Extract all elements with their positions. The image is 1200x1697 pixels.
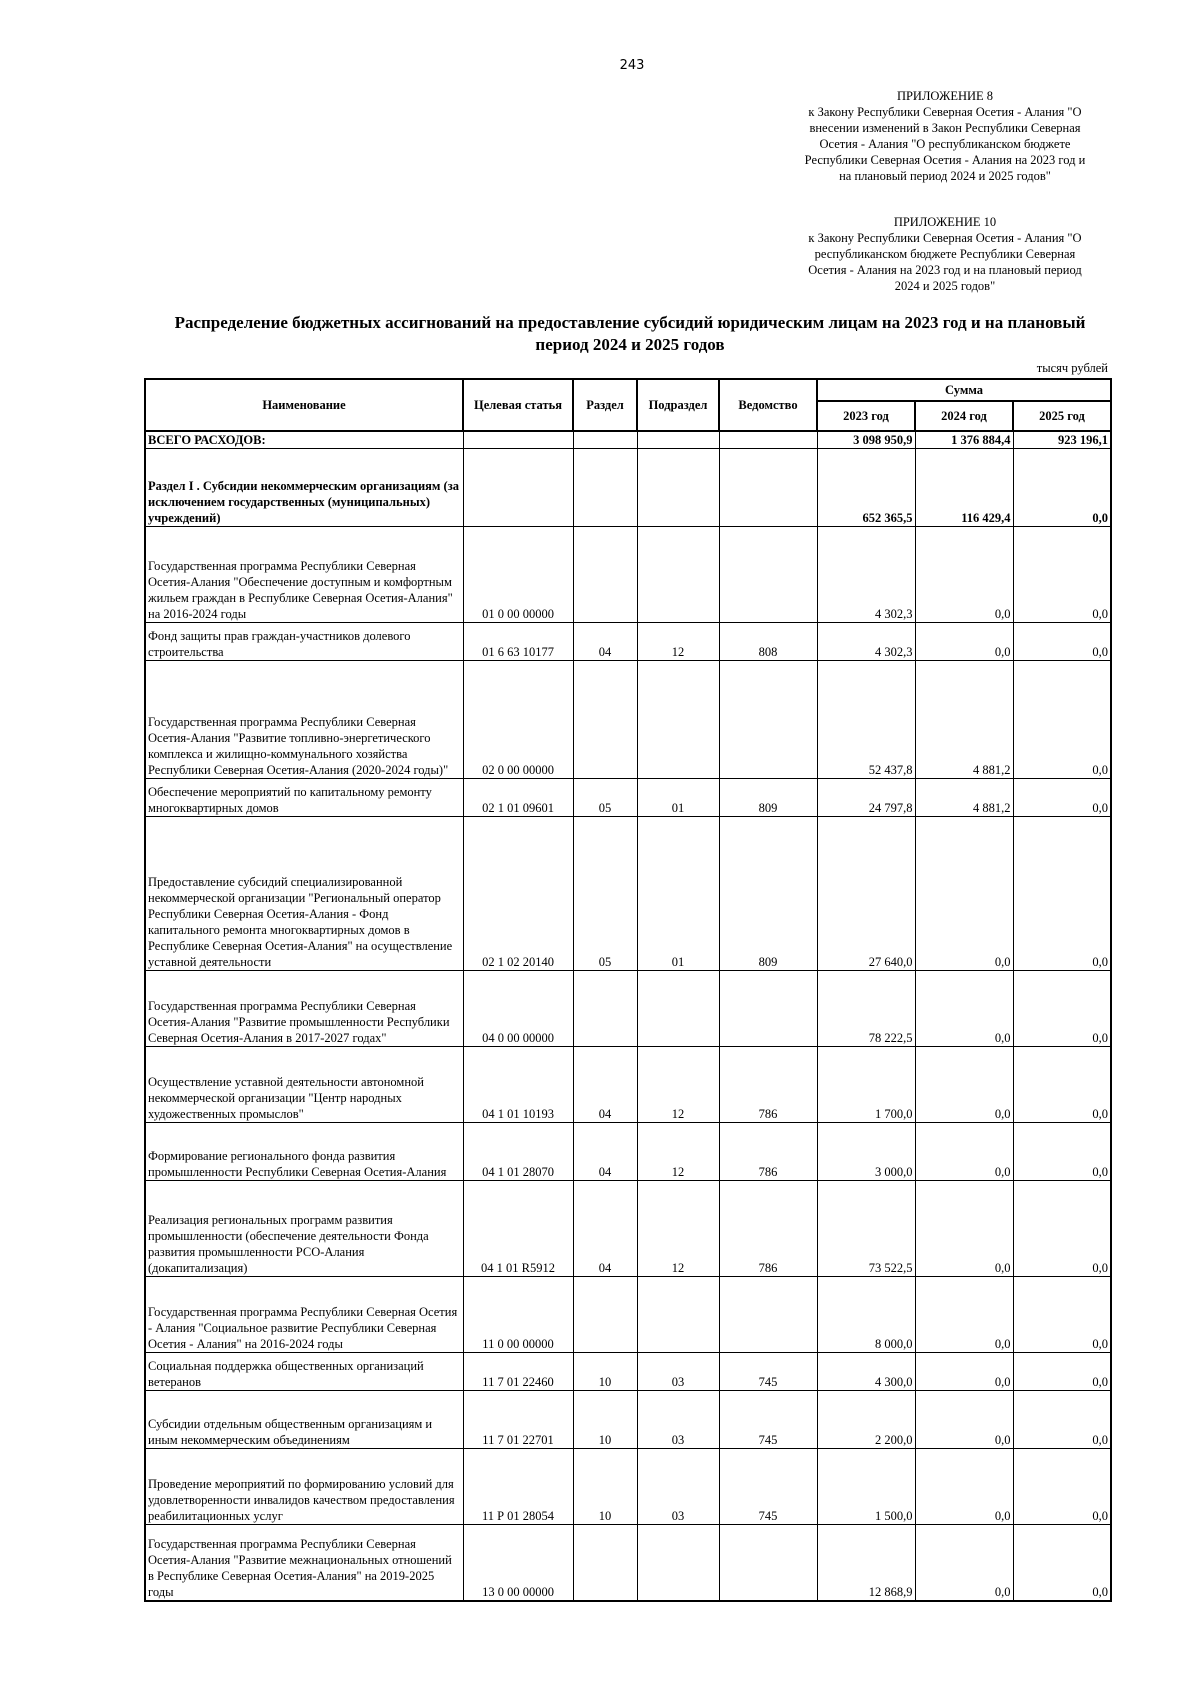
row-2023-cell: 12 868,9 xyxy=(817,1525,915,1601)
row-name-cell: Реализация региональных программ развития промышленности (обеспечение деятельности Фонда развития промышленности РСО-Алания (докапитализация) xyxy=(145,1181,463,1277)
row-subsection-cell xyxy=(637,1525,719,1601)
row-target-cell: 02 1 02 20140 xyxy=(463,817,573,971)
row-subsection-cell: 03 xyxy=(637,1353,719,1391)
header-sum: Сумма xyxy=(817,379,1111,401)
row-section-cell xyxy=(573,527,637,623)
row-section-cell: 04 xyxy=(573,1047,637,1123)
row-2023-cell: 1 500,0 xyxy=(817,1449,915,1525)
row-target-cell: 11 7 01 22701 xyxy=(463,1391,573,1449)
appendix-8-text: к Закону Республики Северная Осетия - Алания "О внесении изменений в Закон Республики Северная Осетия - Алания "О республиканском бюджете Республики Северная Осетия - Алания на 2023 год и на плановый период 2024 и 2025 годов" xyxy=(804,105,1086,183)
row-target-cell: 02 1 01 09601 xyxy=(463,779,573,817)
row-2023-cell: 3 098 950,9 xyxy=(817,431,915,449)
row-target-cell: 04 0 00 00000 xyxy=(463,971,573,1047)
table-row xyxy=(145,971,1111,1047)
row-2025-cell: 0,0 xyxy=(1013,779,1111,817)
appendix-10-text: к Закону Республики Северная Осетия - Алания "О республиканском бюджете Республики Северная Осетия - Алания на 2023 год и на плановый период 2024 и 2025 годов" xyxy=(808,231,1082,293)
row-department-cell xyxy=(719,661,817,779)
row-section-cell: 10 xyxy=(573,1449,637,1525)
header-section: Раздел xyxy=(573,379,637,431)
row-department-cell xyxy=(719,1525,817,1601)
row-subsection-cell: 12 xyxy=(637,1047,719,1123)
row-department-cell xyxy=(719,449,817,527)
row-target-cell: 04 1 01 28070 xyxy=(463,1123,573,1181)
table-row xyxy=(145,527,1111,623)
row-2023-cell: 3 000,0 xyxy=(817,1123,915,1181)
header-2023: 2023 год xyxy=(817,401,915,431)
row-section-cell: 05 xyxy=(573,817,637,971)
row-subsection-cell: 12 xyxy=(637,623,719,661)
row-2023-cell: 24 797,8 xyxy=(817,779,915,817)
row-2024-cell: 1 376 884,4 xyxy=(915,431,1013,449)
row-department-cell: 745 xyxy=(719,1391,817,1449)
row-section-cell: 04 xyxy=(573,623,637,661)
row-2024-cell: 0,0 xyxy=(915,1181,1013,1277)
row-target-cell: 04 1 01 R5912 xyxy=(463,1181,573,1277)
row-2025-cell: 0,0 xyxy=(1013,1391,1111,1449)
budget-table xyxy=(144,378,1112,1602)
row-2023-cell: 73 522,5 xyxy=(817,1181,915,1277)
row-section-cell xyxy=(573,449,637,527)
row-2024-cell: 0,0 xyxy=(915,1525,1013,1601)
header-2025: 2025 год xyxy=(1013,401,1111,431)
row-section-cell: 05 xyxy=(573,779,637,817)
row-name-cell: Раздел I . Субсидии некоммерческим организациям (за исключением государственных (муниципальных) учреждений) xyxy=(145,449,463,527)
table-row xyxy=(145,1449,1111,1525)
row-2025-cell: 923 196,1 xyxy=(1013,431,1111,449)
row-2024-cell: 0,0 xyxy=(915,623,1013,661)
row-section-cell xyxy=(573,431,637,449)
row-2025-cell: 0,0 xyxy=(1013,1123,1111,1181)
row-target-cell xyxy=(463,431,573,449)
row-name-cell: Обеспечение мероприятий по капитальному ремонту многоквартирных домов xyxy=(145,779,463,817)
row-2024-cell: 0,0 xyxy=(915,817,1013,971)
appendix-10-heading: ПРИЛОЖЕНИЕ 10 xyxy=(893,215,997,229)
row-section-cell xyxy=(573,1525,637,1601)
appendix-8-heading: ПРИЛОЖЕНИЕ 8 xyxy=(896,89,994,103)
row-2024-cell: 0,0 xyxy=(915,1353,1013,1391)
row-department-cell: 745 xyxy=(719,1449,817,1525)
row-2024-cell: 0,0 xyxy=(915,1047,1013,1123)
row-target-cell: 02 0 00 00000 xyxy=(463,661,573,779)
row-department-cell xyxy=(719,971,817,1047)
appendix-10-block xyxy=(800,214,1090,294)
row-subsection-cell: 01 xyxy=(637,817,719,971)
table-row xyxy=(145,1525,1111,1601)
row-2023-cell: 4 302,3 xyxy=(817,527,915,623)
row-subsection-cell: 03 xyxy=(637,1449,719,1525)
row-2023-cell: 27 640,0 xyxy=(817,817,915,971)
row-name-cell: Государственная программа Республики Северная Осетия-Алания "Развитие межнациональных отношений в Республике Северная Осетия-Алания" на 2019-2025 годы xyxy=(145,1525,463,1601)
table-row xyxy=(145,623,1111,661)
row-target-cell: 01 6 63 10177 xyxy=(463,623,573,661)
row-section-cell xyxy=(573,1277,637,1353)
header-department: Ведомство xyxy=(719,379,817,431)
table-row xyxy=(145,431,1111,449)
row-name-cell: Государственная программа Республики Северная Осетия-Алания "Обеспечение доступным и комфортным жильем граждан в Республике Северная Осетия-Алания" на 2016-2024 годы xyxy=(145,527,463,623)
row-2025-cell: 0,0 xyxy=(1013,817,1111,971)
page-number: 243 xyxy=(619,58,645,73)
row-department-cell xyxy=(719,1277,817,1353)
row-section-cell: 10 xyxy=(573,1353,637,1391)
row-department-cell: 745 xyxy=(719,1353,817,1391)
row-subsection-cell xyxy=(637,661,719,779)
row-target-cell: 01 0 00 00000 xyxy=(463,527,573,623)
row-2023-cell: 4 300,0 xyxy=(817,1353,915,1391)
row-name-cell: Осуществление уставной деятельности автономной некоммерческой организации "Центр народных художественных промыслов" xyxy=(145,1047,463,1123)
row-2024-cell: 4 881,2 xyxy=(915,661,1013,779)
row-subsection-cell xyxy=(637,527,719,623)
row-target-cell: 11 0 00 00000 xyxy=(463,1277,573,1353)
row-2025-cell: 0,0 xyxy=(1013,623,1111,661)
row-target-cell: 04 1 01 10193 xyxy=(463,1047,573,1123)
row-2024-cell: 0,0 xyxy=(915,1123,1013,1181)
row-name-cell: Предоставление субсидий специализированной некоммерческой организации "Региональный оператор Республики Северная Осетия-Алания - Фонд капитального ремонта многоквартирных домов в Республике Северная Осетия-Алания" на осуществление уставной деятельности xyxy=(145,817,463,971)
row-2023-cell: 8 000,0 xyxy=(817,1277,915,1353)
document-title: Распределение бюджетных ассигнований на предоставление субсидий юридическим лицам на 2023 год и на плановый период 2024 и 2025 годов xyxy=(174,313,1086,354)
row-2025-cell: 0,0 xyxy=(1013,1047,1111,1123)
row-name-cell: Государственная программа Республики Северная Осетия - Алания "Социальное развитие Республики Северная Осетия - Алания" на 2016-2024 годы xyxy=(145,1277,463,1353)
table-row xyxy=(145,779,1111,817)
row-2025-cell: 0,0 xyxy=(1013,1449,1111,1525)
row-name-cell: Фонд защиты прав граждан-участников долевого строительства xyxy=(145,623,463,661)
row-target-cell: 11 Р 01 28054 xyxy=(463,1449,573,1525)
row-2025-cell: 0,0 xyxy=(1013,1277,1111,1353)
row-2023-cell: 2 200,0 xyxy=(817,1391,915,1449)
header-subsection: Подраздел xyxy=(637,379,719,431)
row-2024-cell: 0,0 xyxy=(915,1391,1013,1449)
table-row xyxy=(145,817,1111,971)
table-body xyxy=(145,431,1111,1601)
row-2024-cell: 0,0 xyxy=(915,527,1013,623)
row-subsection-cell xyxy=(637,431,719,449)
row-2025-cell: 0,0 xyxy=(1013,1353,1111,1391)
row-name-cell: Формирование регионального фонда развития промышленности Республики Северная Осетия-Алания xyxy=(145,1123,463,1181)
row-section-cell: 04 xyxy=(573,1123,637,1181)
row-department-cell xyxy=(719,527,817,623)
row-target-cell xyxy=(463,449,573,527)
row-name-cell: Субсидии отдельным общественным организациям и иным некоммерческим объединениям xyxy=(145,1391,463,1449)
row-department-cell: 786 xyxy=(719,1181,817,1277)
row-subsection-cell: 01 xyxy=(637,779,719,817)
row-2024-cell: 0,0 xyxy=(915,971,1013,1047)
row-department-cell xyxy=(719,431,817,449)
row-target-cell: 11 7 01 22460 xyxy=(463,1353,573,1391)
row-2023-cell: 1 700,0 xyxy=(817,1047,915,1123)
row-department-cell: 808 xyxy=(719,623,817,661)
row-2025-cell: 0,0 xyxy=(1013,449,1111,527)
row-2025-cell: 0,0 xyxy=(1013,1525,1111,1601)
row-2024-cell: 0,0 xyxy=(915,1449,1013,1525)
row-name-cell: ВСЕГО РАСХОДОВ: xyxy=(145,431,463,449)
row-2023-cell: 52 437,8 xyxy=(817,661,915,779)
row-name-cell: Социальная поддержка общественных организаций ветеранов xyxy=(145,1353,463,1391)
appendix-8-block xyxy=(800,88,1090,200)
row-section-cell: 04 xyxy=(573,1181,637,1277)
table-row xyxy=(145,1277,1111,1353)
row-section-cell: 10 xyxy=(573,1391,637,1449)
row-department-cell: 809 xyxy=(719,817,817,971)
row-subsection-cell xyxy=(637,449,719,527)
row-2024-cell: 4 881,2 xyxy=(915,779,1013,817)
table-row xyxy=(145,449,1111,527)
row-subsection-cell: 12 xyxy=(637,1123,719,1181)
table-row xyxy=(145,1123,1111,1181)
row-section-cell xyxy=(573,661,637,779)
row-department-cell: 786 xyxy=(719,1123,817,1181)
row-2025-cell: 0,0 xyxy=(1013,1181,1111,1277)
row-2024-cell: 116 429,4 xyxy=(915,449,1013,527)
units-label: тысяч рублей xyxy=(1036,361,1108,375)
table-row xyxy=(145,1391,1111,1449)
row-2025-cell: 0,0 xyxy=(1013,661,1111,779)
table-row xyxy=(145,1047,1111,1123)
row-department-cell: 786 xyxy=(719,1047,817,1123)
row-name-cell: Государственная программа Республики Северная Осетия-Алания "Развитие топливно-энергетического комплекса и жилищно-коммунального хозяйства Республики Северная Осетия-Алания (2020-2024 годы)" xyxy=(145,661,463,779)
table-row xyxy=(145,661,1111,779)
header-target: Целевая статья xyxy=(463,379,573,431)
table-row xyxy=(145,1353,1111,1391)
row-subsection-cell xyxy=(637,971,719,1047)
header-2024: 2024 год xyxy=(915,401,1013,431)
row-2024-cell: 0,0 xyxy=(915,1277,1013,1353)
row-target-cell: 13 0 00 00000 xyxy=(463,1525,573,1601)
row-2023-cell: 78 222,5 xyxy=(817,971,915,1047)
row-subsection-cell: 12 xyxy=(637,1181,719,1277)
row-name-cell: Государственная программа Республики Северная Осетия-Алания "Развитие промышленности Республики Северная Осетия-Алания в 2017-2027 годах" xyxy=(145,971,463,1047)
row-subsection-cell xyxy=(637,1277,719,1353)
row-section-cell xyxy=(573,971,637,1047)
row-subsection-cell: 03 xyxy=(637,1391,719,1449)
row-department-cell: 809 xyxy=(719,779,817,817)
row-2025-cell: 0,0 xyxy=(1013,527,1111,623)
row-name-cell: Проведение мероприятий по формированию условий для удовлетворенности инвалидов качеством предоставления реабилитационных услуг xyxy=(145,1449,463,1525)
table-row xyxy=(145,1181,1111,1277)
header-name: Наименование xyxy=(145,379,463,431)
row-2023-cell: 4 302,3 xyxy=(817,623,915,661)
row-2023-cell: 652 365,5 xyxy=(817,449,915,527)
row-2025-cell: 0,0 xyxy=(1013,971,1111,1047)
